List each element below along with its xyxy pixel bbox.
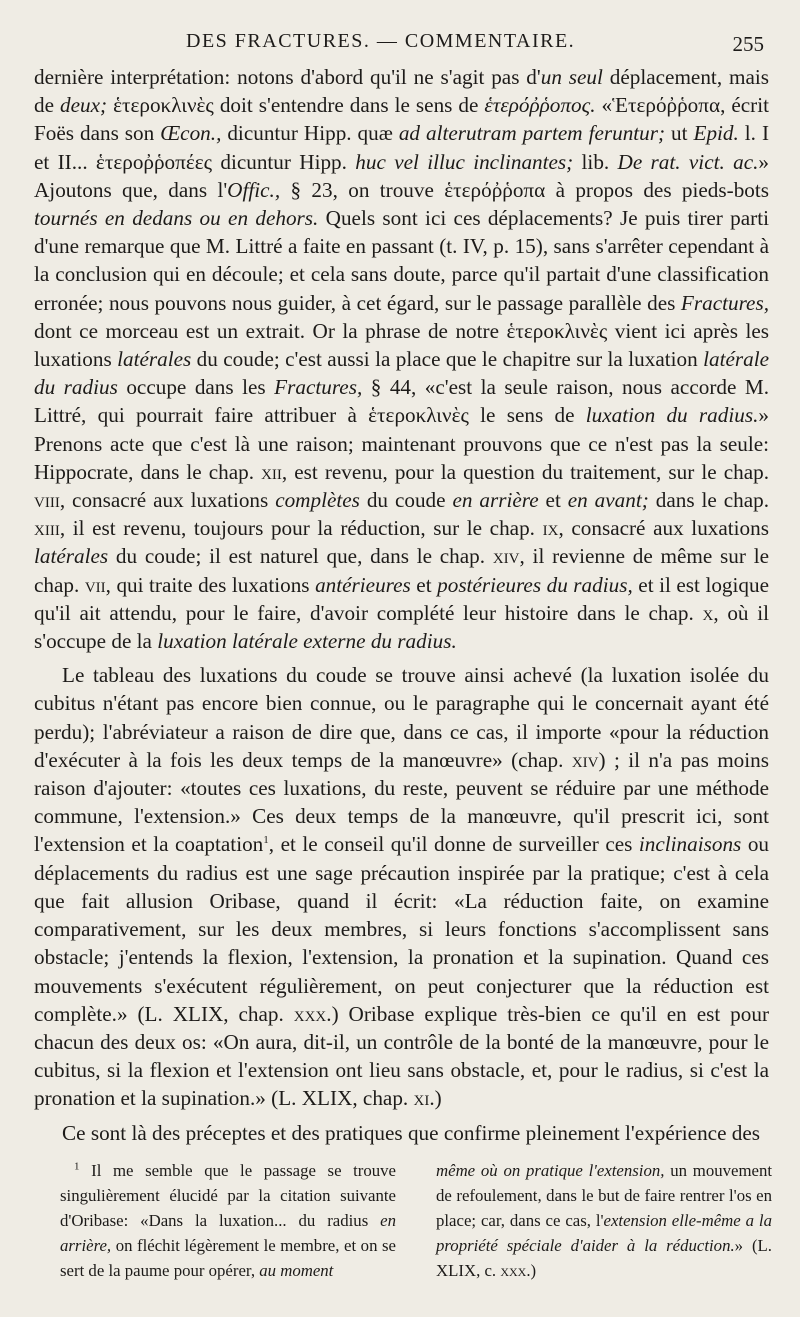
text-run: Le tableau des luxations du coude se trouve ainsi achevé (la luxation isolée du cubitus n'étant pas encore bien connue, ou le paragraphe qui le concernait ayant été perdu); l'abréviateur a raison de dire que, dans ce cas, il importe «pour la réduction d'exécuter à la fois les deux temps de la manœuvre» (chap. [34, 663, 769, 772]
italic-run: même où on pratique l'extension, [436, 1161, 665, 1180]
roman-numeral: xii [261, 459, 282, 484]
italic-run: Epid. [693, 121, 739, 146]
text-run: ou déplacements du radius est une sage précaution inspirée par la pratique; c'est à cela que fait allusion Oribase, quand il écrit: «La réduction faite, on examine comparativement, sur les deux membres, si leurs fonctions s'accomplissent sans obstacle; j'entends la flexion, l'extension, la pronation et la supination. Quand ces mouvements s'exécutent régulièrement, on peut conjecturer que la réduction est complète.» (L. XLIX, chap. [34, 832, 770, 1026]
italic-run: ad alterutram partem feruntur; [398, 121, 666, 146]
footnote-marker[interactable]: 1 [263, 834, 269, 847]
text-run: du coude; il est naturel que, dans le chap. [108, 544, 493, 569]
text-run: et [410, 572, 438, 597]
italic-run: en arrière [452, 488, 539, 513]
text-run: , où il s'occupe de la [34, 600, 769, 654]
page-number: 255 [732, 32, 764, 56]
text-run: lib. [573, 149, 618, 174]
text-run: , et le conseil qu'il donne de surveiller ces [268, 832, 639, 857]
footnote-number: 1 [74, 1160, 80, 1173]
footnote-1 [60, 1158, 396, 1283]
italic-run: luxation latérale externe du radius. [157, 629, 457, 654]
text-run: ἑτεροκλινὲς doit s'entendre dans le sens de [107, 93, 485, 118]
footnotes [60, 1158, 772, 1283]
text-run: Quels sont ici ces déplacements? Je puis tirer parti d'une remarque que M. Littré a faite en passant (t. IV, p. 15), sans s'arrêter cependant à la conclusion qui en découle; et cela sans doute, parce qu'il partait d'une classification erronée; nous pouvons nous guider, à cet égard, sur le passage parallèle des [34, 206, 769, 315]
roman-numeral: x [702, 600, 714, 625]
text-run: § 23, on trouve ἑτερόῤῥοπα à propos des pieds-bots [280, 177, 770, 202]
italic-run: ἑτερόῤῥοπος. [484, 93, 596, 118]
italic-run: antérieures [315, 572, 411, 597]
text-run: du coude [359, 488, 453, 513]
text-run: déplacement, mais de [34, 65, 769, 118]
italic-run: en arrière, [60, 1211, 396, 1255]
roman-numeral: xi [413, 1086, 430, 1111]
text-run: «Ἑτερόῤῥοπα, écrit Foës dans son [34, 93, 770, 146]
text-run: § 44, «c'est la seule raison, nous accorde M. Littré, qui pourrait faire attribuer à ἑτεροκλινὲς le sens de [34, 375, 769, 428]
roman-numeral: xiii [34, 516, 60, 541]
text-run: , consacré aux luxations [59, 488, 276, 513]
text-run: » Ajoutons que, dans l' [34, 149, 769, 202]
italic-run: au moment [259, 1261, 334, 1280]
italic-run: Fractures, [680, 290, 769, 315]
paragraph-1 [34, 63, 769, 655]
text-run: et [538, 488, 568, 513]
roman-numeral: xiv [571, 747, 599, 772]
text-run: dernière interprétation: notons d'abord qu'il ne s'agit pas d' [34, 65, 541, 89]
paragraph-2 [34, 661, 769, 1112]
roman-numeral: viii [34, 488, 60, 513]
italic-run: tournés en dedans ou en dehors. [34, 206, 319, 231]
footnote-column-right [436, 1158, 772, 1283]
text-run: , il revienne de même sur le chap. [34, 544, 769, 597]
text-run: , est revenu, pour la question du traitement, sur le chap. [281, 459, 769, 484]
roman-numeral: xiv [492, 544, 520, 569]
italic-run: De rat. vict. ac. [617, 149, 759, 174]
text-run: dont ce morceau est un extrait. Or la phrase de notre ἑτεροκλινὲς vient ici après les luxations [34, 318, 769, 372]
italic-run: Œcon., [160, 121, 222, 146]
text-run: occupe dans les [117, 375, 275, 400]
italic-run: luxation du radius. [585, 403, 759, 428]
roman-numeral: ix [542, 516, 559, 541]
text-run: du coude; c'est aussi la place que le chapitre sur la luxation [191, 347, 704, 372]
text-run: .) [526, 1261, 537, 1280]
roman-numeral: xxx [293, 1001, 327, 1026]
text-run: ) ; il n'a pas moins raison d'ajouter: «toutes ces luxations, du reste, peuvent se réduire par une méthode commune, l'extension.» Ces deux temps de la manœuvre, qu'il prescrit ici, sont l'extension et la coaptation [34, 747, 770, 857]
footnote-column-left [60, 1158, 396, 1283]
italic-run: extension elle-même a la propriété spéciale d'aider à la réduction. [436, 1211, 772, 1255]
italic-run: postérieures du radius, [437, 572, 633, 597]
text-run: un mouvement de refoulement, dans le but de faire rentrer l'os en place; car, dans ce cas, l' [436, 1161, 772, 1230]
italic-run: latérale du radius [34, 347, 769, 400]
text-run: , consacré aux luxations [558, 516, 769, 541]
page-header [0, 30, 800, 66]
running-title: DES FRACTURES. — COMMENTAIRE. [186, 30, 576, 52]
italic-run: inclinaisons [638, 832, 742, 857]
italic-run: Offic., [227, 177, 281, 202]
roman-numeral: vii [84, 572, 106, 597]
footnote-1-continued [436, 1158, 772, 1283]
roman-numeral: xxx [500, 1261, 527, 1280]
italic-run: deux; [60, 93, 108, 118]
text-run: ut [665, 121, 694, 146]
italic-run: Fractures, [274, 375, 363, 400]
italic-run: huc vel illuc inclinantes; [355, 149, 574, 174]
text-run: Ce sont là des préceptes et des pratiques que confirme pleinement l'expérience des [62, 1120, 761, 1145]
italic-run: latérales [34, 544, 109, 569]
main-text [34, 63, 769, 1147]
text-run: , qui traite des luxations [105, 572, 316, 597]
italic-run: en avant; [567, 488, 649, 513]
italic-run: un seul [540, 65, 603, 89]
text-run: .) Oribase explique très-bien ce qu'il en est pour chacun des deux os: «On aura, dit-il, un contrôle de la bonté de la manœuvre, pour le cubitus, si la flexion et l'extension ont lieu sans obstacle, et, pour le radius, si c'est la pronation et la supination.» (L. XLIX, chap. [34, 1001, 770, 1111]
text-run: dicuntur Hipp. quæ [221, 121, 399, 146]
text-run: l. I et II... ἑτεροῤῥοπέες dicuntur Hipp. [34, 121, 769, 174]
text-run: » Prenons acte que c'est là une raison; maintenant prouvons que ce n'est pas la seule: Hippocrate, dans le chap. [34, 403, 769, 484]
paragraph-3 [34, 1119, 769, 1147]
italic-run: complètes [275, 488, 360, 513]
text-run: dans le chap. [648, 488, 769, 513]
text-run: , il est revenu, toujours pour la réduction, sur le chap. [59, 516, 543, 541]
text-run: Il me semble que le passage se trouve singulièrement élucidé par la citation suivante d'Oribase: «Dans la luxation... du radius [60, 1161, 396, 1230]
text-run: on fléchit légèrement le membre, et on se sert de la paume pour opérer, [60, 1236, 396, 1280]
text-run: » (L. XLIX, c. [436, 1236, 772, 1280]
text-run: et il est logique qu'il ait attendu, pour le faire, d'avoir complété leur histoire dans le chap. [34, 572, 770, 625]
text-run: .) [429, 1086, 442, 1111]
italic-run: latérales [117, 347, 192, 372]
